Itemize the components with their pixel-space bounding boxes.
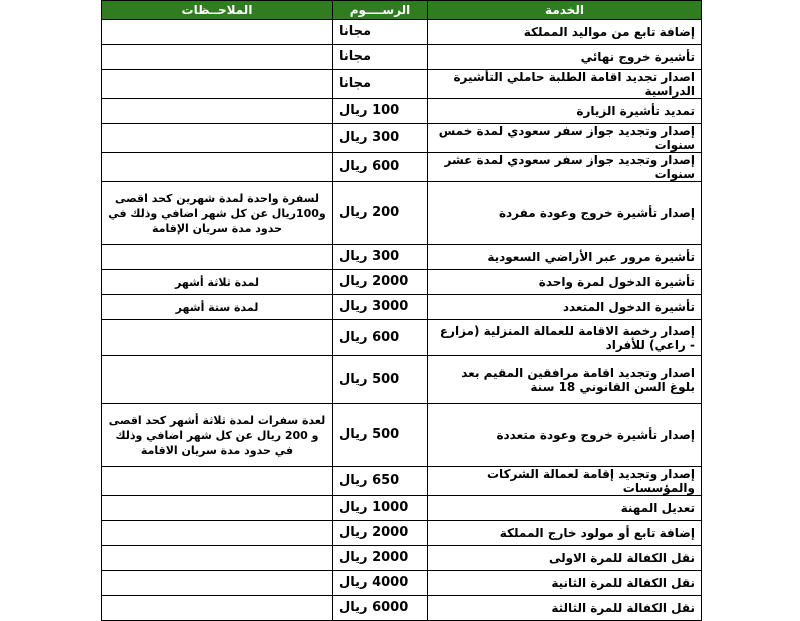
note-cell: لسفرة واحدة لمدة شهرين كحد اقصى و100ريال عن كل شهر اضافي وذلك في حدود مدة سريان الإقامة: [102, 182, 333, 245]
table-row: [102, 546, 702, 571]
service-cell: تعديل المهنة: [428, 496, 702, 521]
table-row: [102, 404, 702, 467]
fee-cell: 3000 ريال: [333, 295, 428, 320]
service-cell: إضافة تابع من مواليد المملكة: [428, 20, 702, 45]
fee-cell: 2000 ريال: [333, 521, 428, 546]
note-cell: [102, 496, 333, 521]
fee-cell: مجانا: [333, 20, 428, 45]
service-cell: تأشيرة خروج نهائي: [428, 45, 702, 70]
fee-cell: 6000 ريال: [333, 596, 428, 621]
header-fee: الرســــوم: [333, 1, 428, 20]
table-row: [102, 467, 702, 496]
service-cell: إصدار وتجديد إقامة لعمالة الشركات والمؤسسات: [428, 467, 702, 496]
table-row: [102, 45, 702, 70]
table-row: [102, 596, 702, 621]
service-cell: نقل الكفالة للمرة الاولى: [428, 546, 702, 571]
fee-cell: 600 ريال: [333, 320, 428, 356]
note-cell: لعدة سفرات لمدة ثلاثة أشهر كحد اقصى و 200 ريال عن كل شهر اضافي وذلك في حدود مدة سريان الاقامة: [102, 404, 333, 467]
fee-cell: مجانا: [333, 70, 428, 99]
fee-cell: 650 ريال: [333, 467, 428, 496]
service-cell: إصدار رخصة الاقامة للعمالة المنزلية (مزارع - راعي) للأفراد: [428, 320, 702, 356]
service-cell: اصدار وتجديد اقامة مرافقين المقيم بعد بلوغ السن القانوني 18 سنة: [428, 356, 702, 404]
service-cell: نقل الكفالة للمرة الثالثة: [428, 596, 702, 621]
fee-cell: 1000 ريال: [333, 496, 428, 521]
fee-cell: 600 ريال: [333, 153, 428, 182]
note-cell: [102, 20, 333, 45]
service-cell: إصدار تأشيرة خروج وعودة مفردة: [428, 182, 702, 245]
service-cell: إضافة تابع أو مولود خارج المملكة: [428, 521, 702, 546]
table-row: [102, 153, 702, 182]
fee-cell: 300 ريال: [333, 124, 428, 153]
fee-cell: 2000 ريال: [333, 546, 428, 571]
note-cell: لمدة ستة أشهر: [102, 295, 333, 320]
fee-cell: 2000 ريال: [333, 270, 428, 295]
table-header-row: [102, 1, 702, 20]
fee-cell: 4000 ريال: [333, 571, 428, 596]
service-cell: إصدار وتجديد جواز سفر سعودي لمدة عشر سنوات: [428, 153, 702, 182]
note-cell: [102, 356, 333, 404]
fee-cell: 300 ريال: [333, 245, 428, 270]
service-cell: تمديد تأشيرة الزيارة: [428, 99, 702, 124]
note-cell: [102, 521, 333, 546]
service-cell: تأشيرة مرور عبر الأراضي السعودية: [428, 245, 702, 270]
table-row: [102, 124, 702, 153]
table-row: [102, 320, 702, 356]
fee-cell: 500 ريال: [333, 356, 428, 404]
service-cell: تأشيرة الدخول لمرة واحدة: [428, 270, 702, 295]
fee-cell: 200 ريال: [333, 182, 428, 245]
service-cell: اصدار تجديد اقامة الطلبة حاملي التأشيرة الدراسية: [428, 70, 702, 99]
service-cell: إصدار تأشيرة خروج وعودة متعددة: [428, 404, 702, 467]
table-row: [102, 521, 702, 546]
note-cell: [102, 571, 333, 596]
service-cell: نقل الكفالة للمرة الثانية: [428, 571, 702, 596]
header-service: الخدمة: [428, 1, 702, 20]
table-row: [102, 182, 702, 245]
table-row: [102, 496, 702, 521]
note-cell: لمدة ثلاثة أشهر: [102, 270, 333, 295]
table-row: [102, 270, 702, 295]
fees-table: [101, 0, 702, 621]
note-cell: [102, 99, 333, 124]
note-cell: [102, 546, 333, 571]
note-cell: [102, 153, 333, 182]
table-body: [102, 20, 702, 621]
header-notes: الملاحــظات: [102, 1, 333, 20]
note-cell: [102, 596, 333, 621]
note-cell: [102, 467, 333, 496]
fee-cell: 100 ريال: [333, 99, 428, 124]
table-row: [102, 20, 702, 45]
note-cell: [102, 124, 333, 153]
table-row: [102, 295, 702, 320]
service-cell: إصدار وتجديد جواز سفر سعودي لمدة خمس سنوات: [428, 124, 702, 153]
table-row: [102, 70, 702, 99]
service-cell: تأشيرة الدخول المتعدد: [428, 295, 702, 320]
note-cell: [102, 45, 333, 70]
fee-cell: 500 ريال: [333, 404, 428, 467]
note-cell: [102, 245, 333, 270]
table-row: [102, 356, 702, 404]
table-row: [102, 571, 702, 596]
table-row: [102, 245, 702, 270]
fee-cell: مجانا: [333, 45, 428, 70]
table-row: [102, 99, 702, 124]
note-cell: [102, 320, 333, 356]
note-cell: [102, 70, 333, 99]
